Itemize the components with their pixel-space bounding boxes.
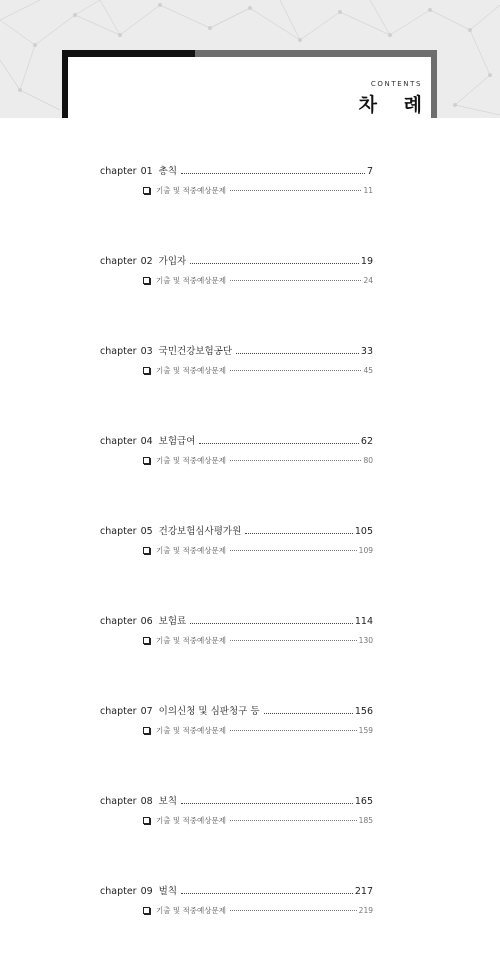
sub-page: 159 xyxy=(358,725,373,735)
dot-leader xyxy=(236,352,359,354)
title-bar-gray xyxy=(195,50,437,57)
chapter-title: 벌칙 xyxy=(158,886,178,897)
dot-leader xyxy=(230,639,357,641)
chapter-label: chapter xyxy=(100,256,137,267)
chapter-number: 09 xyxy=(140,886,153,897)
chapter-number: 01 xyxy=(140,166,153,177)
dot-leader xyxy=(230,819,357,821)
toc-chapter-03 xyxy=(100,343,373,433)
sub-page: 219 xyxy=(358,905,373,915)
chapter-row[interactable] xyxy=(100,433,373,450)
chapter-label: chapter xyxy=(100,166,137,177)
chapter-label: chapter xyxy=(100,796,137,807)
chapter-label: chapter xyxy=(100,616,137,627)
chapter-title: 보험료 xyxy=(158,616,187,627)
sub-page: 24 xyxy=(363,275,373,285)
dot-leader xyxy=(230,369,361,371)
dot-leader xyxy=(181,172,365,174)
sub-page: 80 xyxy=(363,455,373,465)
sub-row[interactable] xyxy=(143,180,373,200)
toc-chapter-01 xyxy=(100,163,373,253)
checkbox-icon xyxy=(143,277,150,284)
chapter-page: 114 xyxy=(354,616,373,627)
contents-label: CONTENTS xyxy=(370,80,422,88)
chapter-title: 국민건강보험공단 xyxy=(158,346,233,357)
chapter-title: 보칙 xyxy=(158,796,178,807)
dot-leader xyxy=(230,549,357,551)
chapter-number: 04 xyxy=(140,436,153,447)
checkbox-icon xyxy=(143,547,150,554)
checkbox-icon xyxy=(143,367,150,374)
sub-page: 185 xyxy=(358,815,373,825)
chapter-row[interactable] xyxy=(100,253,373,270)
toc-chapter-02 xyxy=(100,253,373,343)
chapter-page: 7 xyxy=(366,166,373,177)
chapter-page: 62 xyxy=(360,436,373,447)
sub-row[interactable] xyxy=(143,540,373,560)
sub-title: 기출 및 적중예상문제 xyxy=(156,815,226,825)
checkbox-icon xyxy=(143,637,150,644)
checkbox-icon xyxy=(143,907,150,914)
sub-title: 기출 및 적중예상문제 xyxy=(156,275,226,285)
dot-leader xyxy=(199,442,359,444)
chapter-row[interactable] xyxy=(100,343,373,360)
sub-title: 기출 및 적중예상문제 xyxy=(156,185,226,195)
chapter-row[interactable] xyxy=(100,163,373,180)
chapter-number: 06 xyxy=(140,616,153,627)
chapter-label: chapter xyxy=(100,706,137,717)
table-of-contents xyxy=(100,163,373,973)
sub-page: 130 xyxy=(358,635,373,645)
dot-leader xyxy=(230,189,361,191)
chapter-number: 03 xyxy=(140,346,153,357)
checkbox-icon xyxy=(143,727,150,734)
toc-chapter-09 xyxy=(100,883,373,973)
sub-row[interactable] xyxy=(143,900,373,920)
dot-leader xyxy=(264,712,353,714)
chapter-page: 156 xyxy=(354,706,373,717)
page-title: 차 례 xyxy=(358,94,432,116)
chapter-number: 08 xyxy=(140,796,153,807)
chapter-label: chapter xyxy=(100,346,137,357)
chapter-page: 217 xyxy=(354,886,373,897)
chapter-title: 보험급여 xyxy=(158,436,196,447)
checkbox-icon xyxy=(143,187,150,194)
checkbox-icon xyxy=(143,817,150,824)
chapter-row[interactable] xyxy=(100,703,373,720)
chapter-row[interactable] xyxy=(100,793,373,810)
dot-leader xyxy=(230,459,361,461)
dot-leader xyxy=(190,262,359,264)
sub-title: 기출 및 적중예상문제 xyxy=(156,455,226,465)
dot-leader xyxy=(245,532,353,534)
chapter-label: chapter xyxy=(100,886,137,897)
toc-chapter-08 xyxy=(100,793,373,883)
sub-title: 기출 및 적중예상문제 xyxy=(156,545,226,555)
dot-leader xyxy=(230,909,357,911)
sub-page: 109 xyxy=(358,545,373,555)
toc-chapter-05 xyxy=(100,523,373,613)
chapter-label: chapter xyxy=(100,436,137,447)
sub-row[interactable] xyxy=(143,450,373,470)
chapter-title: 건강보험심사평가원 xyxy=(158,526,242,537)
sub-title: 기출 및 적중예상문제 xyxy=(156,905,226,915)
chapter-title: 총칙 xyxy=(158,166,178,177)
chapter-number: 05 xyxy=(140,526,153,537)
dot-leader xyxy=(181,802,353,804)
toc-chapter-06 xyxy=(100,613,373,703)
chapter-title: 가입자 xyxy=(158,256,187,267)
chapter-page: 19 xyxy=(360,256,373,267)
sub-row[interactable] xyxy=(143,720,373,740)
chapter-page: 165 xyxy=(354,796,373,807)
dot-leader xyxy=(181,892,353,894)
sub-row[interactable] xyxy=(143,270,373,290)
title-bar-dark xyxy=(62,50,195,57)
sub-page: 45 xyxy=(363,365,373,375)
chapter-title: 이의신청 및 심판청구 등 xyxy=(158,706,260,717)
toc-chapter-04 xyxy=(100,433,373,523)
dot-leader xyxy=(230,729,357,731)
sub-row[interactable] xyxy=(143,630,373,650)
chapter-row[interactable] xyxy=(100,523,373,540)
chapter-row[interactable] xyxy=(100,613,373,630)
chapter-number: 07 xyxy=(140,706,153,717)
dot-leader xyxy=(190,622,353,624)
checkbox-icon xyxy=(143,457,150,464)
toc-chapter-07 xyxy=(100,703,373,793)
sub-page: 11 xyxy=(363,185,373,195)
sub-row[interactable] xyxy=(143,360,373,380)
chapter-page: 105 xyxy=(354,526,373,537)
chapter-page: 33 xyxy=(360,346,373,357)
sub-title: 기출 및 적중예상문제 xyxy=(156,635,226,645)
sub-title: 기출 및 적중예상문제 xyxy=(156,365,226,375)
sub-row[interactable] xyxy=(143,810,373,830)
chapter-label: chapter xyxy=(100,526,137,537)
chapter-row[interactable] xyxy=(100,883,373,900)
sub-title: 기출 및 적중예상문제 xyxy=(156,725,226,735)
chapter-number: 02 xyxy=(140,256,153,267)
dot-leader xyxy=(230,279,361,281)
